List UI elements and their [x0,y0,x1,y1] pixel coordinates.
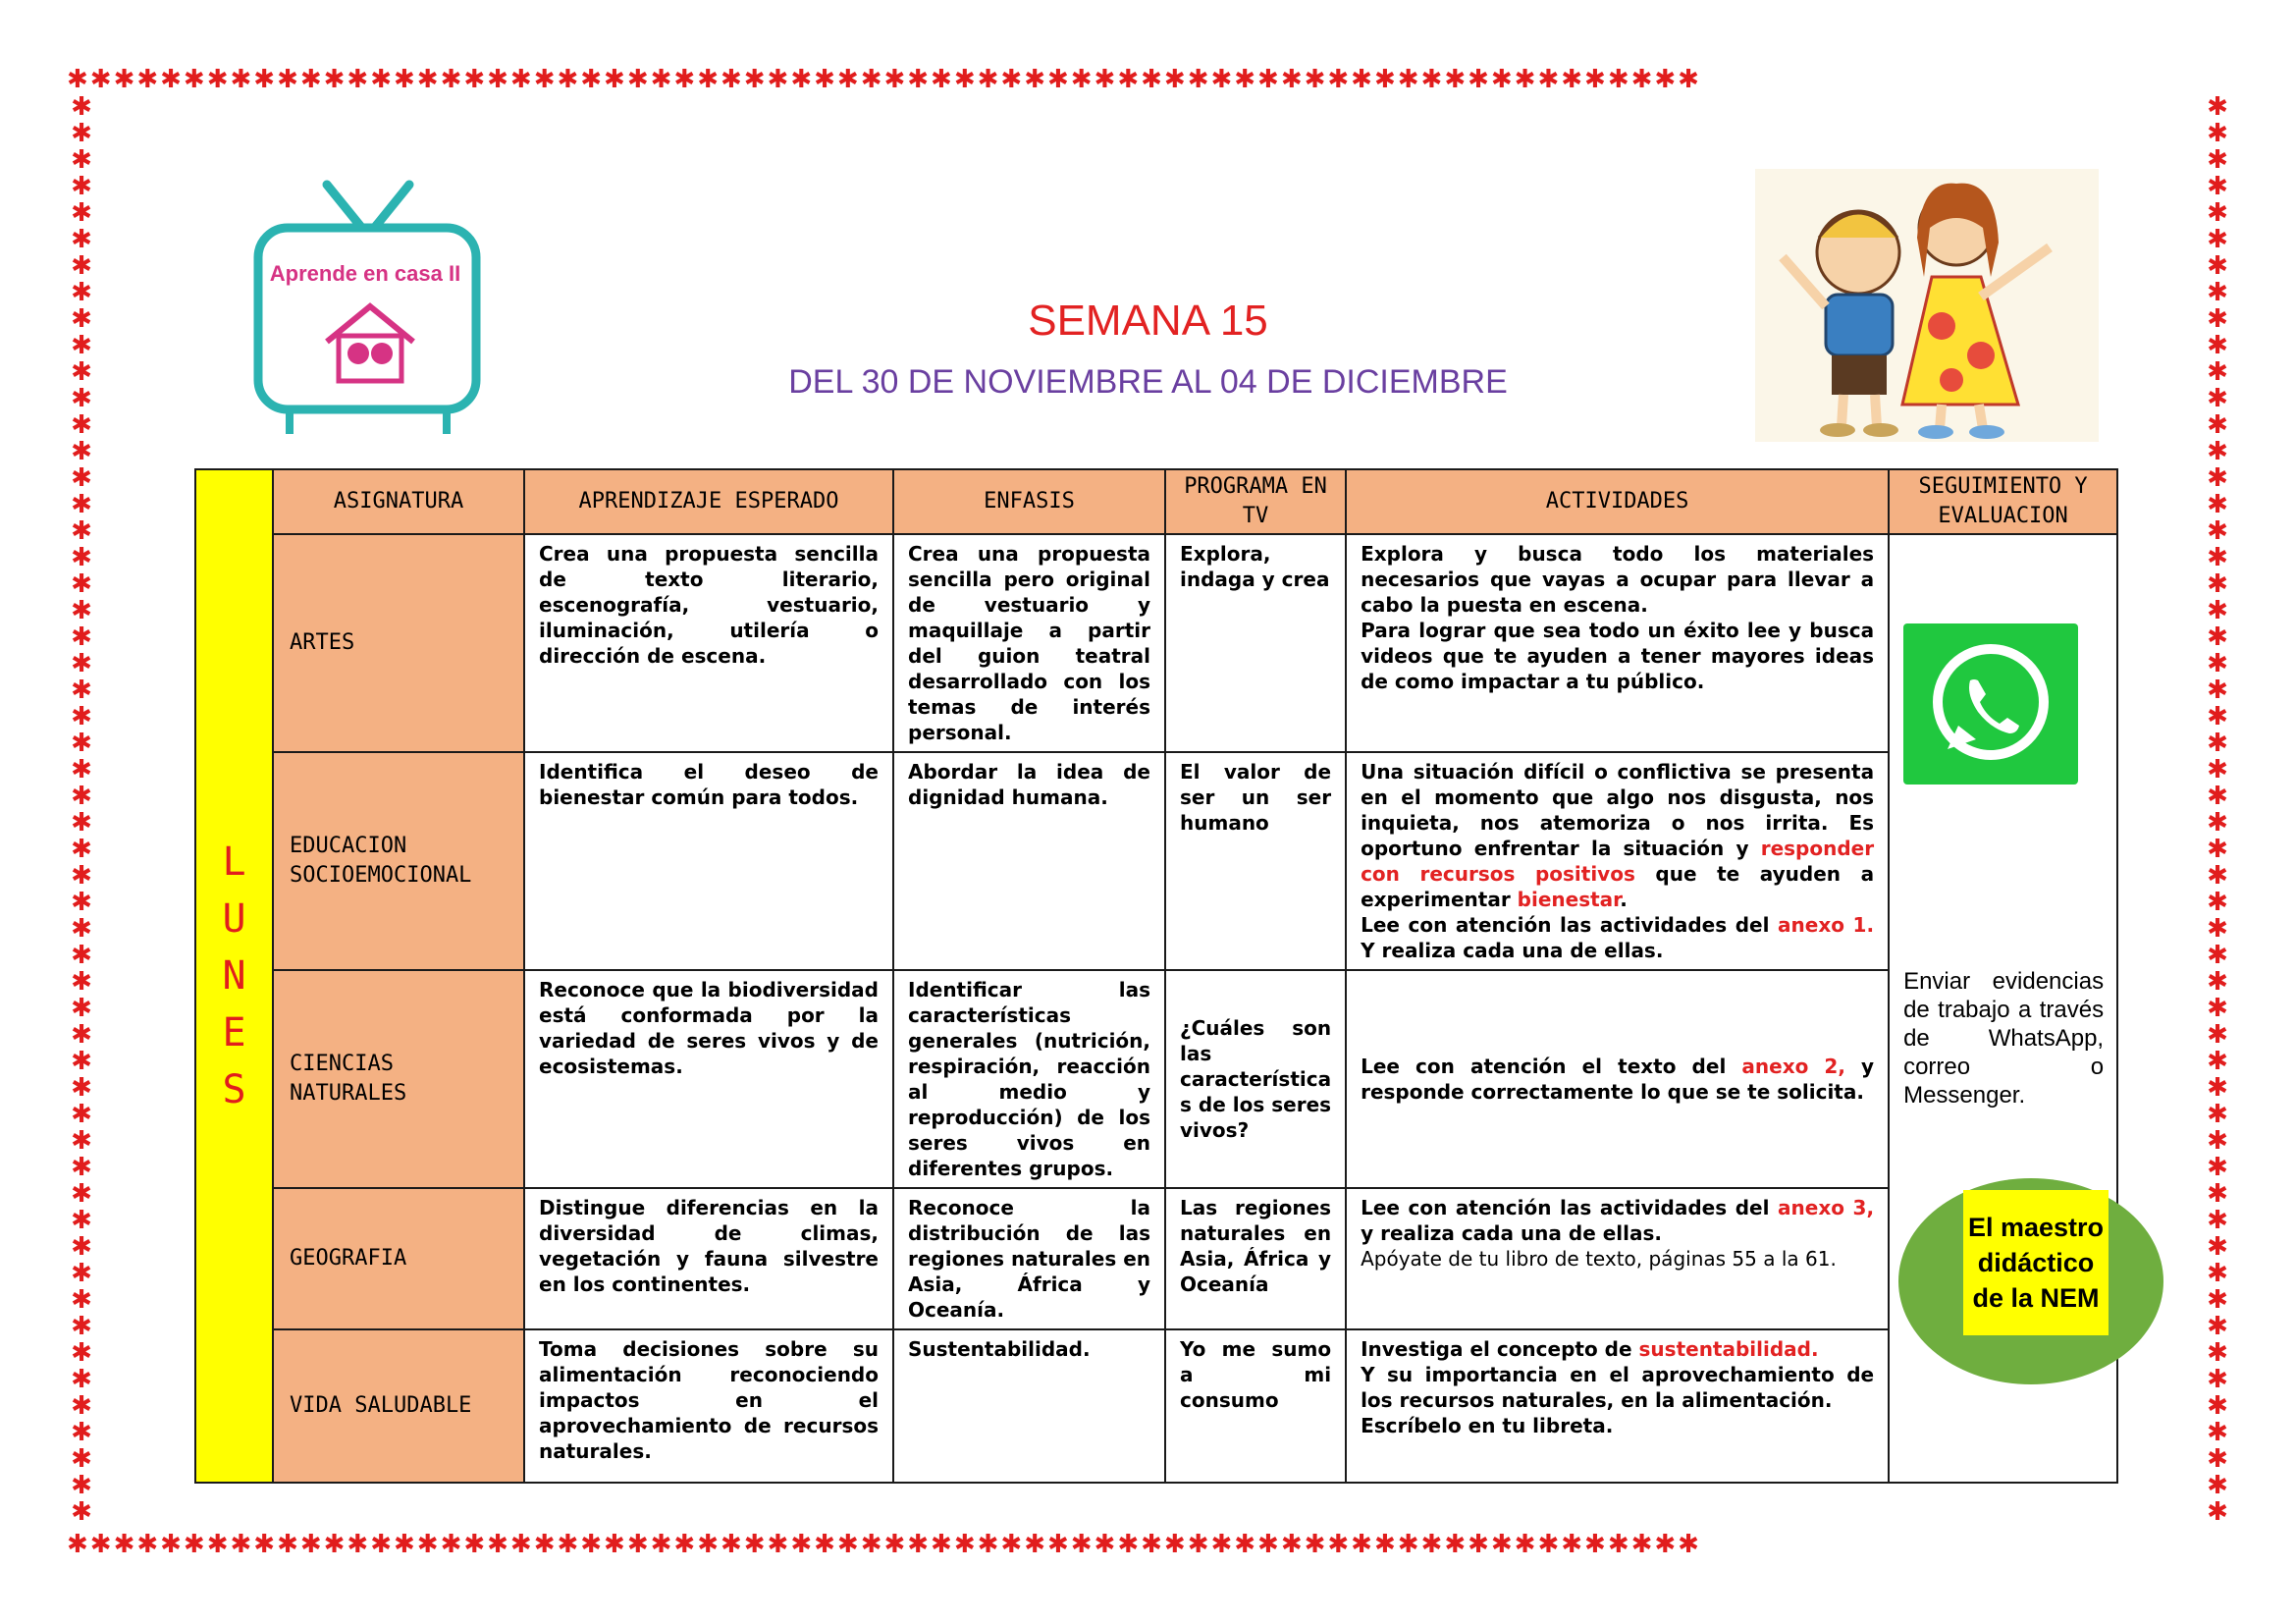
act-text: Lee con atención las actividades del [1361,1196,1779,1219]
actividades-text: Y su importancia en el aprovechamiento de los recursos naturales, en la alimentación. [1361,1363,1875,1412]
actividades-text [1361,1054,1874,1105]
table-row-artes [195,534,2117,752]
act-text: Lee con atención el texto del [1361,1055,1742,1078]
col-header-actividades: ACTIVIDADES [1346,469,1889,534]
subject-cell: VIDA SALUDABLE [273,1329,524,1483]
act-highlight: bienestar [1517,888,1621,911]
col-header-enfasis: ENFASIS [893,469,1165,534]
aprendizaje-cell: Toma decisiones sobre su alimentación reconociendo impactos en el aprovechamiento de recursos naturales. [524,1329,893,1483]
act-highlight: anexo 2, [1741,1055,1845,1078]
programa-cell: Yo me sumo a mi consumo [1165,1329,1346,1483]
col-header-programa: PROGRAMA EN TV [1165,469,1346,534]
actividades-text: Explora y busca todo los materiales necesarios que vayas a ocupar para llevar a cabo la puesta en escena. [1361,542,1875,617]
actividades-text [1361,1336,1874,1362]
aprendizaje-cell: Distingue diferencias en la diversidad de climas, vegetación y fauna silvestre en los continentes. [524,1188,893,1329]
seguimiento-text: Enviar evidencias de trabajo a través de WhatsApp, correo o Messenger. [1903,968,2105,1109]
page-subtitle: DEL 30 DE NOVIEMBRE AL 04 DE DICIEMBRE [788,363,1508,401]
whatsapp-icon [1903,623,2078,785]
table-row-geografia [195,1188,2117,1329]
act-text: y realiza cada una de ellas. [1361,1221,1662,1245]
act-text: Lee con atención las actividades del [1361,913,1779,937]
actividades-text [1361,759,1874,912]
subject-cell: ARTES [273,534,524,752]
actividades-cell [1346,534,1889,752]
border-top: ✱✱✱✱✱✱✱✱✱✱✱✱✱✱✱✱✱✱✱✱✱✱✱✱✱✱✱✱✱✱✱✱✱✱✱✱✱✱✱✱✱✱✱✱✱✱✱✱✱✱✱✱✱✱✱✱✱✱✱✱✱✱✱✱✱✱✱✱✱✱ [67,65,1701,94]
col-header-asignatura: ASIGNATURA [273,469,524,534]
actividades-text [1361,1195,1874,1246]
weekly-plan-table [194,468,2118,1484]
enfasis-cell: Crea una propuesta sencilla pero original de vestuario y maquillaje a partir del guion teatral desarrollado con los temas de interés personal. [893,534,1165,752]
kids-illustration-icon [1755,169,2099,442]
act-text: y responde correctamente lo que se te solicita. [1361,1055,1875,1104]
act-highlight: anexo 3, [1778,1196,1875,1219]
programa-cell: El valor de ser un ser humano [1165,752,1346,970]
aprendizaje-cell: Identifica el deseo de bienestar común para todos. [524,752,893,970]
act-highlight: responder con recursos positivos [1361,837,1875,886]
programa-cell: Las regiones naturales en Asia, África y Oceanía [1165,1188,1346,1329]
border-bottom: ✱✱✱✱✱✱✱✱✱✱✱✱✱✱✱✱✱✱✱✱✱✱✱✱✱✱✱✱✱✱✱✱✱✱✱✱✱✱✱✱✱✱✱✱✱✱✱✱✱✱✱✱✱✱✱✱✱✱✱✱✱✱✱✱✱✱✱✱✱✱ [67,1530,1701,1559]
day-label: L U N E S [222,839,246,1112]
enfasis-cell: Sustentabilidad. [893,1329,1165,1483]
col-header-seguimiento: SEGUIMIENTO Y EVALUACION [1889,469,2117,534]
aprendizaje-cell: Crea una propuesta sencilla de texto literario, escenografía, vestuario, iluminación, utilería o dirección de escena. [524,534,893,752]
act-text: Investiga el concepto de [1361,1337,1639,1361]
act-text: Una situación difícil o conflictiva se presenta en el momento que algo nos disgusta, nos inquieta, nos atemoriza o nos irrita. Es oportuno enfrentar la situación y [1361,760,1875,860]
actividades-cell [1346,1329,1889,1483]
actividades-cell [1346,970,1889,1188]
programa-cell: ¿Cuáles son las característica s de los seres vivos? [1165,970,1346,1188]
border-left: ✱ ✱ ✱ ✱ ✱ ✱ ✱ ✱ ✱ ✱ ✱ ✱ ✱ ✱ ✱ ✱ ✱ ✱ ✱ ✱ ✱ ✱ ✱ ✱ ✱ ✱ ✱ ✱ ✱ ✱ ✱ ✱ ✱ ✱ ✱ ✱ ✱ ✱ ✱ ✱ ✱ ✱ ✱ ✱ ✱ ✱ ✱ ✱ ✱ ✱ ✱ ✱ ✱ ✱ [71,94,92,1527]
actividades-text [1361,912,1874,963]
subject-cell: CIENCIAS NATURALES [273,970,524,1188]
logo-text: Aprende en casa II [269,261,461,286]
table-header-row [195,469,2117,534]
actividades-text: Escríbelo en tu libreta. [1361,1414,1614,1437]
table-row-ciencias [195,970,2117,1188]
actividades-cell [1346,752,1889,970]
act-text: Y realiza cada una de ellas. [1361,939,1664,962]
subject-cell: GEOGRAFIA [273,1188,524,1329]
actividades-text: Apóyate de tu libro de texto, páginas 55 a la 61. [1361,1247,1837,1271]
table-row-vida-saludable [195,1329,2117,1483]
enfasis-cell: Abordar la idea de dignidad humana. [893,752,1165,970]
border-right: ✱ ✱ ✱ ✱ ✱ ✱ ✱ ✱ ✱ ✱ ✱ ✱ ✱ ✱ ✱ ✱ ✱ ✱ ✱ ✱ ✱ ✱ ✱ ✱ ✱ ✱ ✱ ✱ ✱ ✱ ✱ ✱ ✱ ✱ ✱ ✱ ✱ ✱ ✱ ✱ ✱ ✱ ✱ ✱ ✱ ✱ ✱ ✱ ✱ ✱ ✱ ✱ ✱ ✱ [2207,94,2228,1527]
day-cell [195,469,273,1483]
nem-badge-text: El maestro didáctico de la NEM [1963,1190,2109,1335]
actividades-text: Para lograr que sea todo un éxito lee y busca videos que te ayuden a tener mayores ideas de como impactar a tu público. [1361,619,1875,693]
col-header-aprendizaje: APRENDIZAJE ESPERADO [524,469,893,534]
table-row-socioemocional [195,752,2117,970]
act-highlight: sustentabilidad. [1638,1337,1819,1361]
subject-cell: EDUCACION SOCIOEMOCIONAL [273,752,524,970]
programa-cell: Explora, indaga y crea [1165,534,1346,752]
enfasis-cell: Identificar las características generales (nutrición, respiración, reacción al medio y reproducción) de los seres vivos en diferentes grupos. [893,970,1165,1188]
aprendizaje-cell: Reconoce que la biodiversidad está conformada por la variedad de seres vivos y de ecosistemas. [524,970,893,1188]
act-highlight: anexo 1. [1778,913,1875,937]
act-text: . [1620,888,1628,911]
act-text: que te ayuden a experimentar [1361,862,1875,911]
actividades-cell [1346,1188,1889,1329]
enfasis-cell: Reconoce la distribución de las regiones naturales en Asia, África y Oceanía. [893,1188,1165,1329]
page-title: SEMANA 15 [1028,297,1268,345]
